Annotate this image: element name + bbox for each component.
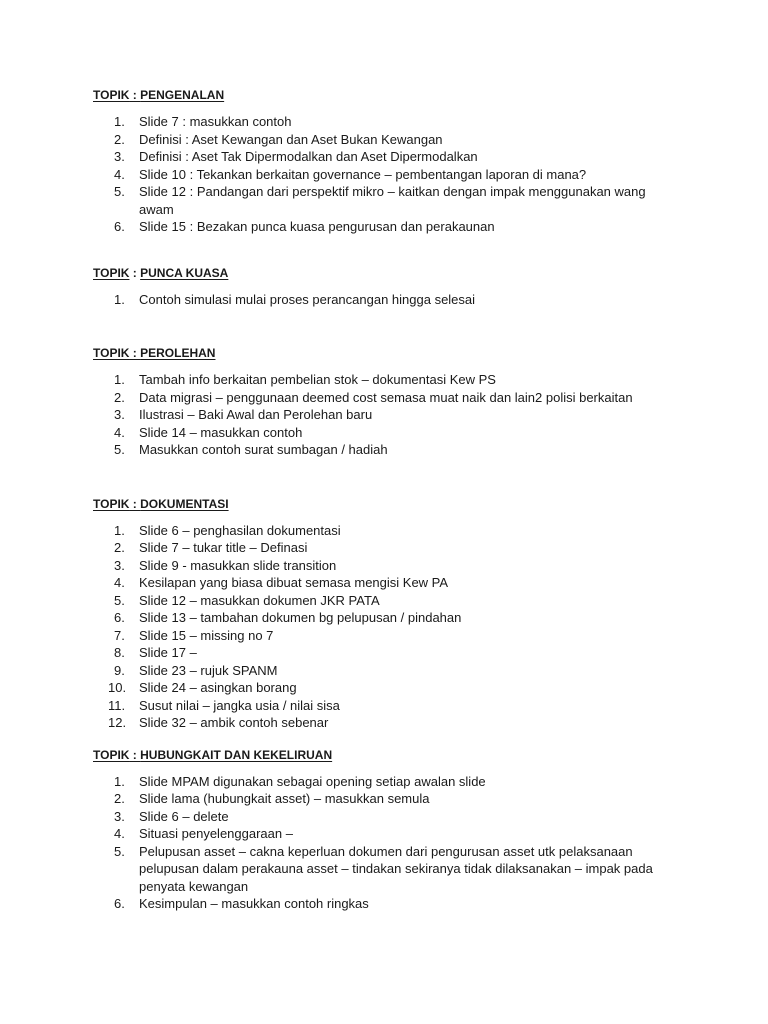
list-item-text: Slide 9 - masukkan slide transition (139, 557, 337, 573)
list-item-number: 1. (114, 372, 125, 387)
topic-title: DOKUMENTASI (140, 496, 229, 511)
topic-section (93, 746, 693, 913)
topic-heading (93, 264, 693, 282)
list-item-text: Kesimpulan – masukkan contoh ringkas (139, 896, 369, 911)
list-item (93, 644, 659, 662)
topic-heading (93, 86, 693, 104)
topic-item-list (93, 113, 693, 236)
topic-label: TOPIK (93, 747, 130, 762)
list-item-text: Slide 32 – ambik contoh sebenar (139, 715, 329, 730)
list-item (93, 843, 659, 896)
list-item (93, 131, 659, 149)
list-item-text: Slide 24 – asingkan borang (139, 680, 297, 695)
list-item-text: Slide 13 – tambahan dokumen bg pelupusan / pindahan (139, 610, 462, 625)
list-item-text: Tambah info berkaitan pembelian stok – dokumentasi Kew PS (139, 372, 496, 387)
list-item (93, 808, 659, 826)
topic-heading (93, 344, 693, 362)
topic-title: PEROLEHAN (140, 346, 216, 360)
list-item-text: Definisi : Aset Kewangan dan Aset Bukan Kewangan (139, 131, 443, 147)
list-item-text: Slide 7 – tukar title – Definasi (139, 540, 308, 555)
topic-title: PENGENALAN (140, 88, 225, 102)
list-item-number: 12. (108, 715, 127, 730)
topic-separator: : (129, 747, 141, 762)
list-item-text: Slide 15 – missing no 7 (139, 627, 274, 643)
topic-title: PUNCA KUASA (140, 265, 229, 280)
list-item-text: Pelupusan asset – cakna keperluan dokumen dari pengurusan asset utk pelaksanaan pelupusan dalam perakauna asset – tindakan sekiranya tidak dilaksanakan – impak pada penyata kewangan (139, 843, 653, 894)
topic-heading (93, 746, 693, 764)
list-item (93, 592, 659, 610)
list-item-number: 5. (114, 592, 125, 608)
list-item (93, 574, 659, 592)
list-item-text: Kesilapan yang biasa dibuat semasa mengisi Kew PA (139, 575, 449, 590)
list-item-number: 9. (114, 662, 125, 678)
list-item-text: Slide 15 : Bezakan punca kuasa pengurusan dan perakaunan (139, 219, 495, 234)
list-item-number: 1. (114, 522, 125, 538)
list-item (93, 627, 659, 645)
list-item (93, 291, 659, 309)
list-item-number: 1. (114, 291, 125, 307)
list-item-text: Situasi penyelenggaraan – (139, 826, 293, 841)
topic-item-list (93, 522, 693, 732)
topic-section (93, 264, 693, 309)
list-item-number: 2. (114, 389, 125, 405)
list-item-text: Definisi : Aset Tak Dipermodalkan dan Aset Dipermodalkan (139, 149, 478, 164)
list-item (93, 662, 659, 680)
topic-section (93, 86, 693, 236)
topic-label: TOPIK (93, 496, 130, 511)
list-item (93, 895, 659, 913)
list-item-number: 11. (108, 697, 126, 713)
topic-section (93, 495, 693, 732)
list-item-number: 3. (114, 808, 125, 824)
topic-heading (93, 495, 693, 513)
list-item-text: Slide 12 – masukkan dokumen JKR PATA (139, 592, 380, 608)
list-item-text: Ilustrasi – Baki Awal dan Perolehan baru (139, 407, 373, 422)
list-item-number: 4. (114, 826, 125, 841)
list-item (93, 609, 659, 627)
list-item-text: Masukkan contoh surat sumbagan / hadiah (139, 442, 388, 457)
list-item (93, 113, 659, 131)
list-item (93, 183, 659, 218)
list-item (93, 424, 659, 442)
list-item-number: 3. (114, 407, 125, 422)
list-item (93, 406, 659, 424)
list-item-text: Data migrasi – penggunaan deemed cost semasa muat naik dan lain2 polisi berkaitan (139, 389, 633, 405)
list-item (93, 371, 659, 389)
list-item-text: Slide 6 – delete (139, 808, 229, 824)
topic-item-list (93, 773, 693, 913)
list-item-text: Slide 6 – penghasilan dokumentasi (139, 522, 341, 538)
topic-separator: : (129, 88, 141, 102)
list-item-text: Slide 23 – rujuk SPANM (139, 662, 278, 678)
list-item-number: 6. (114, 610, 125, 625)
list-item-text: Slide 10 : Tekankan berkaitan governance – pembentangan laporan di mana? (139, 166, 587, 182)
list-item-number: 6. (114, 219, 125, 234)
list-item (93, 522, 659, 540)
topic-section (93, 344, 693, 459)
list-item (93, 389, 659, 407)
list-item-text: Slide 12 : Pandangan dari perspektif mikro – kaitkan dengan impak menggunakan wang awam (139, 184, 646, 217)
list-item-number: 10. (108, 680, 127, 695)
list-item (93, 773, 659, 791)
list-item (93, 539, 659, 557)
list-item-number: 4. (114, 166, 125, 182)
topic-item-list (93, 371, 693, 459)
topic-label: TOPIK (93, 88, 130, 102)
topic-title: HUBUNGKAIT DAN KEKELIRUAN (140, 747, 333, 762)
list-item (93, 679, 659, 697)
topic-item-list (93, 291, 693, 309)
list-item (93, 697, 659, 715)
list-item-number: 8. (114, 645, 125, 660)
list-item-number: 5. (114, 442, 125, 457)
list-item-text: Slide MPAM digunakan sebagai opening setiap awalan slide (139, 773, 486, 789)
topic-label: TOPIK (93, 346, 130, 360)
list-item-number: 1. (114, 773, 125, 789)
list-item-text: Slide 17 – (139, 645, 197, 660)
list-item-number: 4. (114, 424, 125, 440)
topic-label: TOPIK (93, 265, 130, 280)
list-item-number: 2. (114, 791, 125, 806)
topic-separator: : (129, 346, 141, 360)
list-item-number: 4. (114, 575, 125, 590)
list-item-number: 2. (114, 540, 125, 555)
list-item (93, 166, 659, 184)
list-item-text: Slide 7 : masukkan contoh (139, 114, 292, 129)
list-item-number: 3. (114, 149, 125, 164)
document-body (93, 86, 693, 913)
topic-separator: : (129, 496, 141, 511)
list-item-number: 1. (114, 114, 125, 129)
list-item-text: Susut nilai – jangka usia / nilai sisa (139, 697, 340, 713)
list-item-number: 5. (114, 843, 125, 859)
list-item-number: 2. (114, 131, 125, 147)
list-item (93, 218, 659, 236)
topic-separator: : (129, 265, 141, 280)
list-item (93, 557, 659, 575)
list-item-number: 3. (114, 557, 125, 573)
list-item-text: Contoh simulasi mulai proses perancangan hingga selesai (139, 291, 476, 307)
list-item-text: Slide lama (hubungkait asset) – masukkan semula (139, 791, 430, 806)
list-item (93, 790, 659, 808)
list-item-number: 7. (114, 627, 125, 643)
list-item (93, 714, 659, 732)
list-item (93, 148, 659, 166)
list-item-number: 5. (114, 184, 125, 199)
list-item-number: 6. (114, 896, 125, 911)
list-item (93, 441, 659, 459)
list-item-text: Slide 14 – masukkan contoh (139, 424, 303, 440)
list-item (93, 825, 659, 843)
